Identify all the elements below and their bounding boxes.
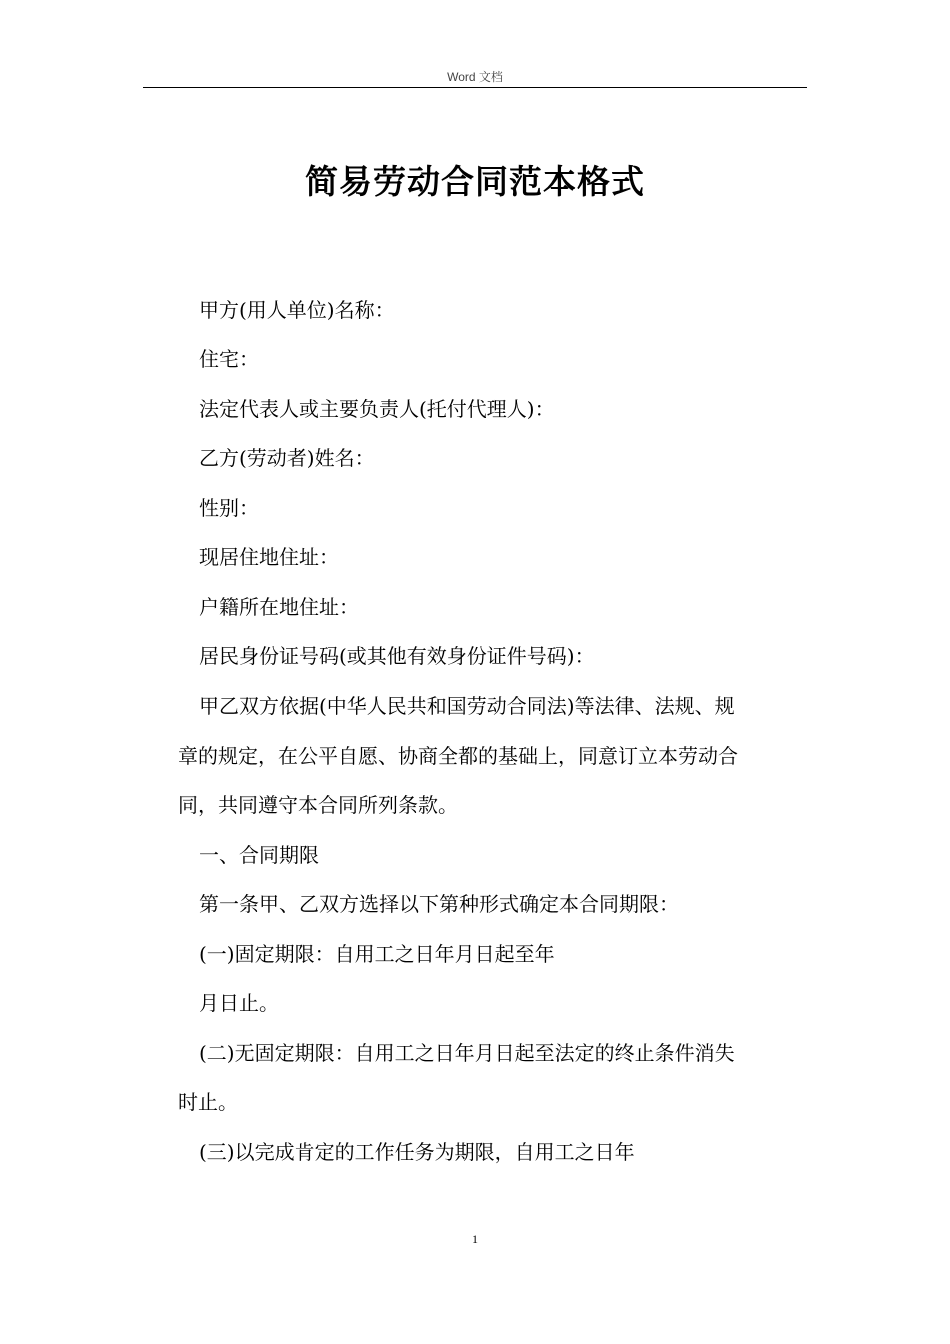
page-number: 1 [472, 1232, 478, 1246]
paragraph-preamble-line-2: 章的规定，在公平自愿、协商全都的基础上，同意订立本劳动合 [178, 744, 738, 768]
field-gender: 性别： [199, 496, 259, 520]
clause-open-term-line-2: 时止。 [178, 1090, 238, 1114]
field-legal-representative: 法定代表人或主要负责人(托付代理人)： [199, 397, 555, 421]
clause-fixed-term-line-1: (一)固定期限：自用工之日年月日起至年 [199, 942, 555, 966]
field-address: 住宅： [199, 347, 259, 371]
section-heading-contract-term: 一、合同期限 [199, 843, 319, 867]
clause-open-term-line-1: (二)无固定期限：自用工之日年月日起至法定的终止条件消失 [199, 1041, 735, 1065]
paragraph-preamble-line-3: 同，共同遵守本合同所列条款。 [178, 793, 458, 817]
clause-task-term-line-1: (三)以完成肯定的工作任务为期限，自用工之日年 [199, 1140, 635, 1164]
clause-fixed-term-line-2: 月日止。 [199, 991, 279, 1015]
field-id-number: 居民身份证号码(或其他有效身份证件号码)： [199, 644, 595, 668]
header-divider [143, 87, 807, 88]
field-current-address: 现居住地住址： [199, 545, 339, 569]
article-1: 第一条甲、乙双方选择以下第种形式确定本合同期限： [199, 892, 679, 916]
document-title: 简易劳动合同范本格式 [305, 162, 645, 201]
paragraph-preamble-line-1: 甲乙双方依据(中华人民共和国劳动合同法)等法律、法规、规 [199, 694, 735, 718]
field-employer-name: 甲方(用人单位)名称： [199, 298, 395, 322]
page-header: Word 文档 [447, 70, 503, 84]
field-employee-name: 乙方(劳动者)姓名： [199, 446, 375, 470]
field-household-address: 户籍所在地住址： [199, 595, 359, 619]
